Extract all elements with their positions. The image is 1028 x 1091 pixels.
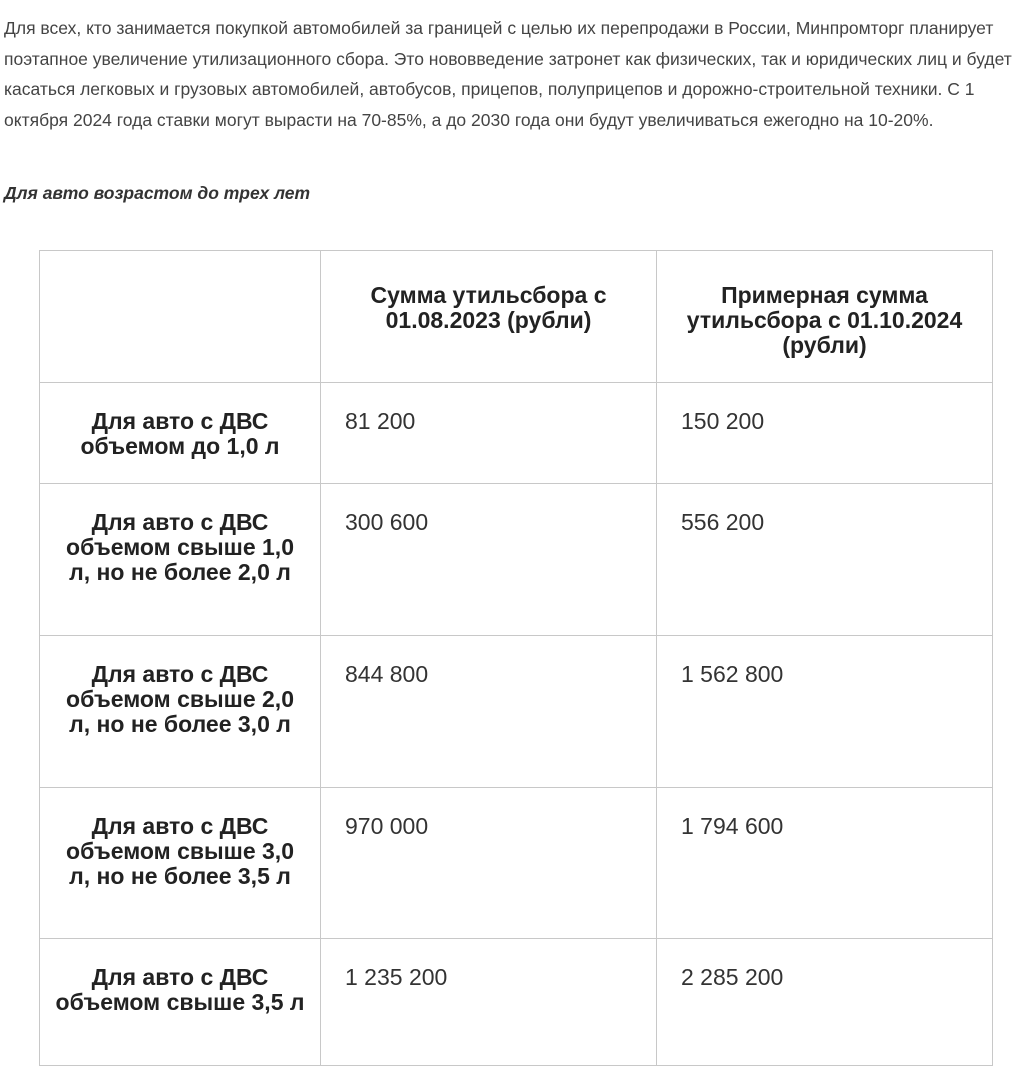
table-row <box>40 788 993 939</box>
table-row <box>40 939 993 1066</box>
current-fee-value: 970 000 <box>321 788 657 939</box>
future-fee-value: 1 562 800 <box>657 636 993 788</box>
table-row <box>40 484 993 636</box>
current-fee-value: 300 600 <box>321 484 657 636</box>
table-row <box>40 636 993 788</box>
current-fee-value: 1 235 200 <box>321 939 657 1066</box>
row-label: Для авто с ДВС объемом свыше 3,0 л, но не более 3,5 л <box>40 788 321 939</box>
current-fee-value: 844 800 <box>321 636 657 788</box>
table-row <box>40 383 993 484</box>
section-subtitle: Для авто возрастом до трех лет <box>4 183 311 203</box>
current-fee-value: 81 200 <box>321 383 657 484</box>
row-label: Для авто с ДВС объемом свыше 1,0 л, но не более 2,0 л <box>40 484 321 636</box>
article-paragraph: Для всех, кто занимается покупкой автомобилей за границей с целью их перепродажи в России, Минпромторг планирует поэтапное увеличение утилизационного сбора. Это нововведение затронет как физических, так и юридических лиц и будет касаться легковых и грузовых автомобилей, автобусов, прицепов, полуприцепов и дорожно-строительной техники. С 1 октября 2024 года ставки могут вырасти на 70-85%, а до 2030 года они будут увеличиваться ежегодно на 10-20%. <box>4 18 1012 130</box>
table-header-empty <box>40 251 321 383</box>
row-label: Для авто с ДВС объемом до 1,0 л <box>40 383 321 484</box>
row-label: Для авто с ДВС объемом свыше 3,5 л <box>40 939 321 1066</box>
recycling-fee-table <box>39 250 993 1066</box>
future-fee-value: 2 285 200 <box>657 939 993 1066</box>
table-header-future-fee: Примерная сумма утильсбора с 01.10.2024 (рубли) <box>657 251 993 383</box>
table-header-current-fee: Сумма утильсбора с 01.08.2023 (рубли) <box>321 251 657 383</box>
table-header-row <box>40 251 993 383</box>
future-fee-value: 150 200 <box>657 383 993 484</box>
future-fee-value: 556 200 <box>657 484 993 636</box>
row-label: Для авто с ДВС объемом свыше 2,0 л, но не более 3,0 л <box>40 636 321 788</box>
future-fee-value: 1 794 600 <box>657 788 993 939</box>
